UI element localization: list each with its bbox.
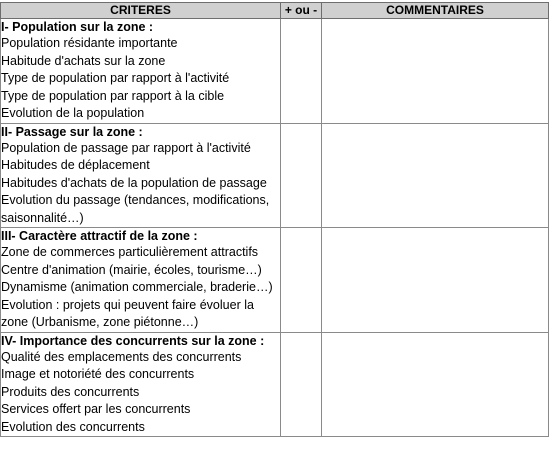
- criteria-item: Services offert par les concurrents: [1, 402, 191, 416]
- criteria-item: Habitude d'achats sur la zone: [1, 53, 166, 68]
- commentaires-cell[interactable]: [322, 332, 549, 437]
- evaluation-table: [0, 2, 549, 437]
- section-title: II- Passage sur la zone :: [1, 124, 143, 139]
- criteria-cell: [1, 332, 281, 437]
- header-plus-ou-moins: + ou -: [281, 3, 322, 19]
- plus-ou-moins-cell[interactable]: [281, 332, 322, 437]
- criteria-item: Habitudes d'achats de la population de passage: [1, 175, 267, 190]
- criteria-item: Type de population par rapport à l'activité: [1, 71, 230, 85]
- criteria-cell: [1, 228, 281, 333]
- criteria-item: Habitudes de déplacement: [1, 158, 150, 172]
- commentaires-cell[interactable]: [322, 123, 549, 228]
- criteria-item: Evolution du passage (tendances, modifications, saisonnalité…): [1, 193, 270, 225]
- section-title: III- Caractère attractif de la zone :: [1, 229, 198, 243]
- section-row-attractivite: [1, 228, 549, 333]
- criteria-item: Qualité des emplacements des concurrents: [1, 349, 242, 364]
- plus-ou-moins-cell[interactable]: [281, 123, 322, 228]
- section-title: IV- Importance des concurrents sur la zone :: [1, 333, 265, 348]
- header-criteres: CRITERES: [1, 3, 281, 19]
- criteria-item: Evolution de la population: [1, 106, 145, 120]
- criteria-item: Produits des concurrents: [1, 384, 140, 399]
- criteria-item: Population résidante importante: [1, 36, 178, 50]
- section-row-concurrents: [1, 332, 549, 437]
- criteria-item: Dynamisme (animation commerciale, braderie…): [1, 280, 273, 294]
- criteria-item: Zone de commerces particulièrement attractifs: [1, 245, 259, 259]
- criteria-item: Population de passage par rapport à l'activité: [1, 140, 251, 155]
- commentaires-cell[interactable]: [322, 19, 549, 124]
- criteria-item: Type de population par rapport à la cible: [1, 88, 225, 103]
- criteria-item: Centre d'animation (mairie, écoles, tourisme…): [1, 262, 262, 277]
- criteria-item: Evolution des concurrents: [1, 419, 145, 434]
- plus-ou-moins-cell[interactable]: [281, 228, 322, 333]
- header-commentaires: COMMENTAIRES: [322, 3, 549, 19]
- criteria-item: Image et notoriété des concurrents: [1, 367, 195, 381]
- section-title: I- Population sur la zone :: [1, 20, 154, 34]
- section-row-population: [1, 19, 549, 124]
- criteria-item: Evolution : projets qui peuvent faire évoluer la zone (Urbanisme, zone piétonne…): [1, 297, 254, 329]
- header-row: [1, 3, 549, 19]
- section-row-passage: [1, 123, 549, 228]
- criteria-cell: [1, 19, 281, 124]
- commentaires-cell[interactable]: [322, 228, 549, 333]
- plus-ou-moins-cell[interactable]: [281, 19, 322, 124]
- criteria-cell: [1, 123, 281, 228]
